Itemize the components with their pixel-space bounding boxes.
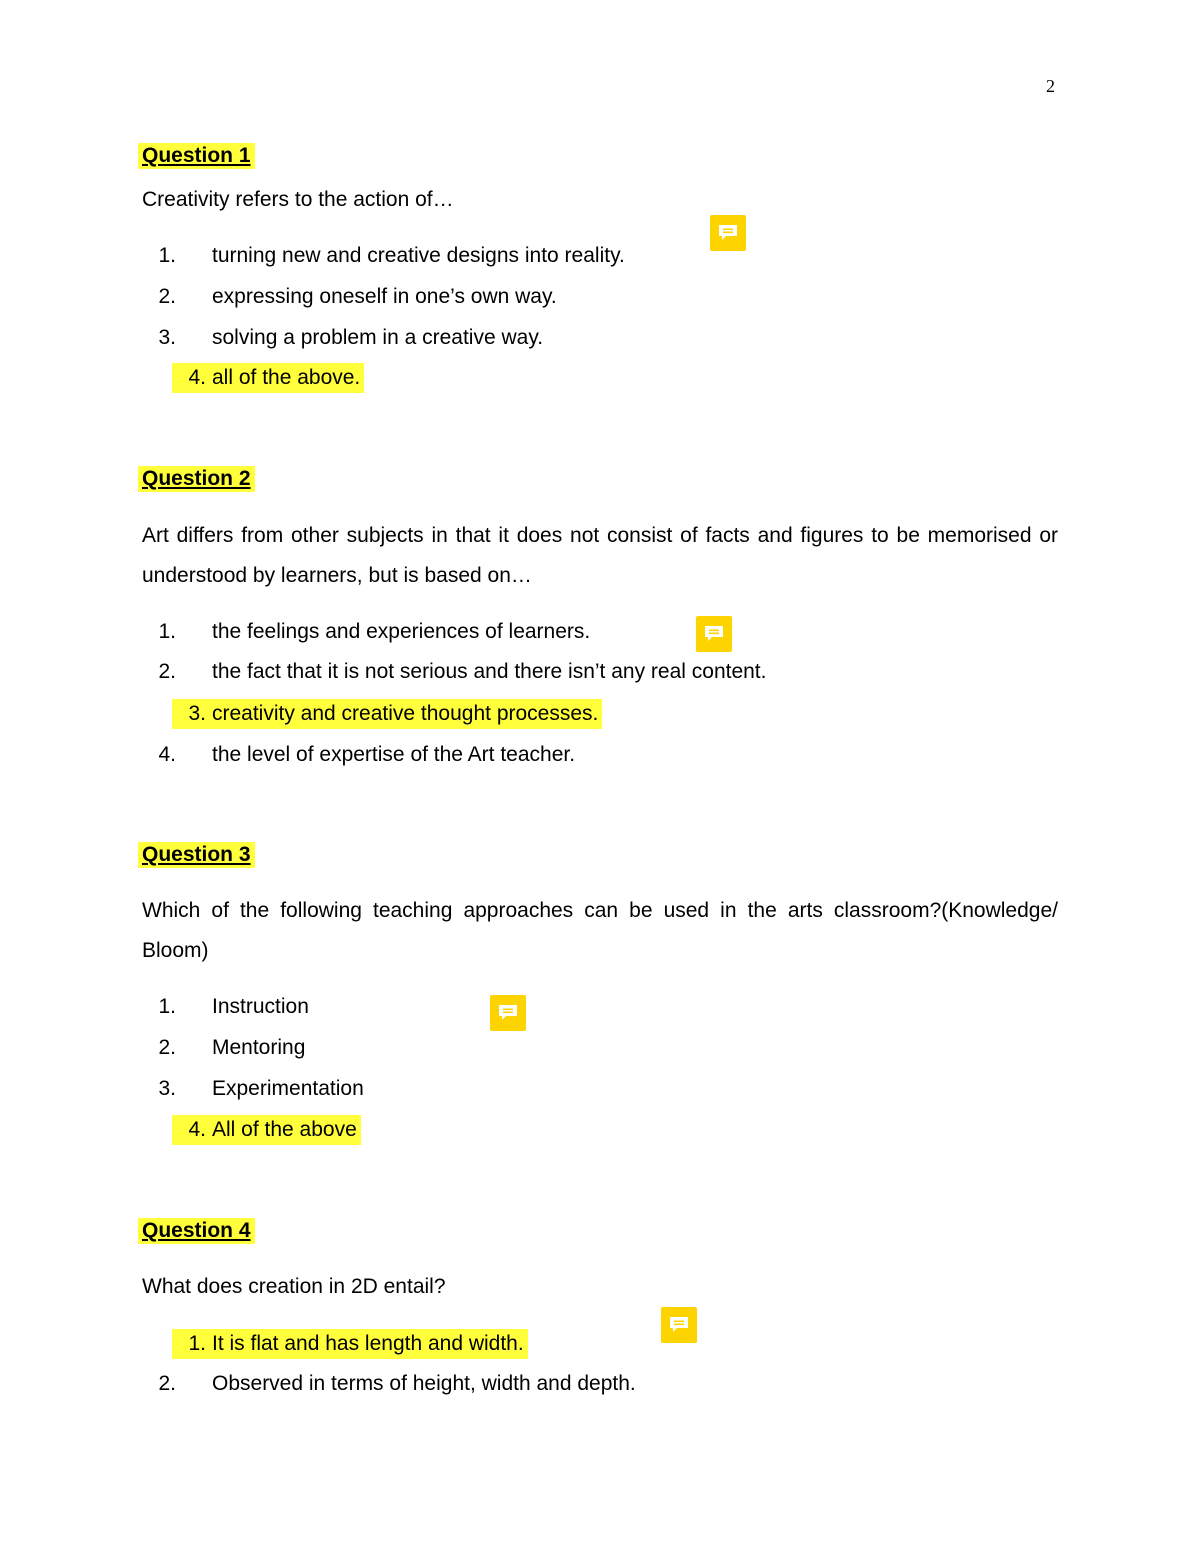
option-text: Observed in terms of height, width and depth. xyxy=(212,1372,636,1395)
question-3-option-3 xyxy=(142,1074,364,1104)
comment-marker[interactable] xyxy=(710,215,746,251)
question-4-option-1-highlighted xyxy=(172,1329,528,1359)
option-number: 3. xyxy=(188,702,206,725)
option-text: the level of expertise of the Art teacher. xyxy=(212,743,576,766)
option-text: Experimentation xyxy=(212,1077,364,1100)
question-1-option-1 xyxy=(142,241,625,271)
option-text: the fact that it is not serious and there isn’t any real content. xyxy=(212,660,767,683)
option-text: Instruction xyxy=(212,995,309,1018)
question-4-prompt: What does creation in 2D entail? xyxy=(142,1275,446,1298)
comment-icon xyxy=(669,1316,689,1334)
option-number: 2. xyxy=(158,660,176,683)
question-1-option-4-highlighted xyxy=(172,363,364,393)
question-2-option-4 xyxy=(142,740,575,770)
question-2-title: Question 2 xyxy=(138,466,255,492)
question-4-title: Question 4 xyxy=(138,1218,255,1244)
comment-icon xyxy=(498,1004,518,1022)
option-text: the feelings and experiences of learners. xyxy=(212,620,591,643)
option-text: creativity and creative thought processes. xyxy=(212,702,599,725)
question-2-option-3-highlighted xyxy=(172,699,602,729)
option-number: 2. xyxy=(158,1036,176,1059)
option-text: expressing oneself in one’s own way. xyxy=(212,285,557,308)
option-number: 2. xyxy=(158,1372,176,1395)
option-number: 3. xyxy=(158,1077,176,1100)
question-1-option-3 xyxy=(142,323,543,353)
question-3-option-2 xyxy=(142,1033,305,1063)
comment-icon xyxy=(704,625,724,643)
option-number: 1. xyxy=(158,995,176,1018)
option-number: 1. xyxy=(158,244,176,267)
option-text: turning new and creative designs into reality. xyxy=(212,244,625,267)
comment-icon xyxy=(718,224,738,242)
option-text: All of the above xyxy=(212,1118,357,1141)
question-3-option-4-highlighted xyxy=(172,1115,361,1145)
option-text: Mentoring xyxy=(212,1036,306,1059)
option-number: 4. xyxy=(188,366,206,389)
question-2-prompt: Art differs from other subjects in that it does not consist of facts and figures to be memorised or understood by learners, but is based on… xyxy=(142,524,1058,587)
option-number: 2. xyxy=(158,285,176,308)
option-number: 4. xyxy=(158,743,176,766)
option-number: 1. xyxy=(158,620,176,643)
question-4-option-2 xyxy=(142,1369,636,1399)
option-number: 1. xyxy=(188,1332,206,1355)
question-2-option-2 xyxy=(142,657,766,687)
option-text: solving a problem in a creative way. xyxy=(212,326,544,349)
option-text: It is flat and has length and width. xyxy=(212,1332,524,1355)
question-3-title: Question 3 xyxy=(138,842,255,868)
comment-marker[interactable] xyxy=(661,1307,697,1343)
option-text: all of the above. xyxy=(212,366,361,389)
page-number: 2 xyxy=(1046,76,1055,96)
question-1-prompt: Creativity refers to the action of… xyxy=(142,188,454,211)
comment-marker[interactable] xyxy=(696,616,732,652)
question-2-option-1 xyxy=(142,617,590,647)
option-number: 3. xyxy=(158,326,176,349)
question-1-option-2 xyxy=(142,282,557,312)
comment-marker[interactable] xyxy=(490,995,526,1031)
option-number: 4. xyxy=(188,1118,206,1141)
question-3-prompt: Which of the following teaching approaches can be used in the arts classroom?(Knowledge/ Bloom) xyxy=(142,899,1058,962)
question-3-option-1 xyxy=(142,992,309,1022)
question-1-title: Question 1 xyxy=(138,143,255,169)
